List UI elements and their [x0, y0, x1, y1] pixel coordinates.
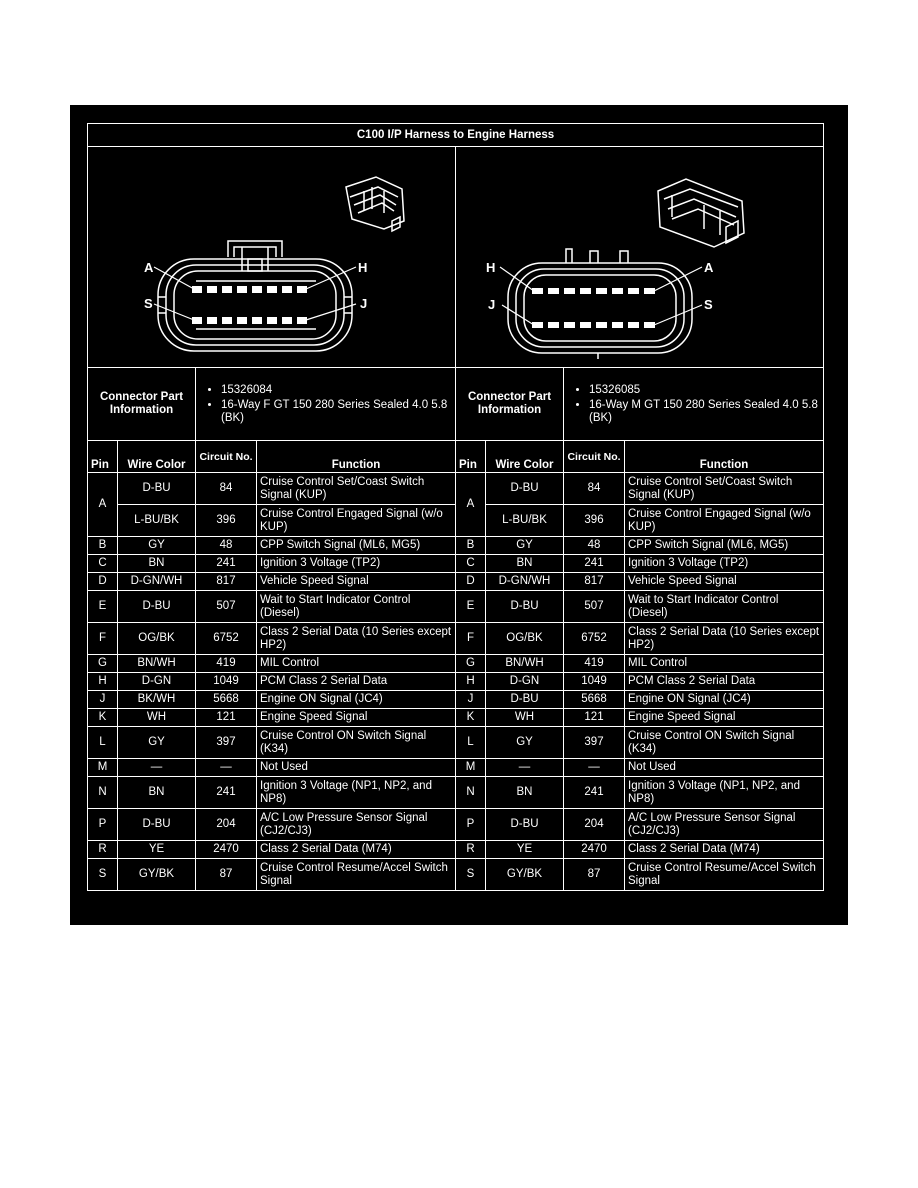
wire-color-cell: OG/BK	[118, 623, 196, 655]
circuit-no-cell: 817	[564, 573, 625, 591]
circuit-no-cell: 6752	[564, 623, 625, 655]
wire-color-cell: YE	[118, 841, 196, 859]
pin-cell: J	[456, 691, 486, 709]
circuit-no-cell: 6752	[196, 623, 257, 655]
wire-color-cell: D-BU	[118, 809, 196, 841]
wire-color-cell: WH	[118, 709, 196, 727]
circuit-no-cell: 507	[196, 591, 257, 623]
wire-color-cell: D-BU	[486, 591, 564, 623]
wire-color-cell: BN	[118, 777, 196, 809]
wire-color-cell: D-GN/WH	[118, 573, 196, 591]
wire-color-cell: BN	[118, 555, 196, 573]
circuit-no-cell: —	[196, 759, 257, 777]
table-row	[88, 809, 824, 841]
function-cell: Not Used	[257, 759, 456, 777]
wire-color-cell: L-BU/BK	[118, 505, 196, 537]
circuit-no-cell: 396	[564, 505, 625, 537]
circuit-no-cell: 1049	[564, 673, 625, 691]
pin-cell: H	[456, 673, 486, 691]
circuit-no-cell: 241	[196, 777, 257, 809]
pin-cell: S	[88, 859, 118, 891]
wire-color-cell: D-BU	[486, 473, 564, 505]
pin-cell: C	[88, 555, 118, 573]
function-cell: PCM Class 2 Serial Data	[625, 673, 824, 691]
male-connector-face-icon	[456, 147, 823, 363]
wire-color-cell: GY/BK	[118, 859, 196, 891]
table-row	[88, 673, 824, 691]
wire-color-cell: BN/WH	[486, 655, 564, 673]
circuit-no-cell: 204	[196, 809, 257, 841]
function-cell: Engine ON Signal (JC4)	[625, 691, 824, 709]
pin-label-s: S	[144, 296, 153, 311]
function-cell: CPP Switch Signal (ML6, MG5)	[625, 537, 824, 555]
circuit-no-cell: 84	[196, 473, 257, 505]
female-connector-face-icon	[88, 147, 455, 363]
circuit-no-cell: 48	[564, 537, 625, 555]
header-pin: Pin	[88, 441, 118, 473]
connector-table	[87, 123, 824, 891]
function-cell: A/C Low Pressure Sensor Signal (CJ2/CJ3)	[257, 809, 456, 841]
pin-cell: J	[88, 691, 118, 709]
function-cell: A/C Low Pressure Sensor Signal (CJ2/CJ3)	[625, 809, 824, 841]
wire-color-cell: D-GN/WH	[486, 573, 564, 591]
wire-color-cell: L-BU/BK	[486, 505, 564, 537]
pin-cell: D	[456, 573, 486, 591]
circuit-no-cell: 5668	[196, 691, 257, 709]
table-row	[88, 573, 824, 591]
function-cell: Cruise Control Set/Coast Switch Signal (KUP)	[625, 473, 824, 505]
function-cell: PCM Class 2 Serial Data	[257, 673, 456, 691]
function-cell: Class 2 Serial Data (M74)	[257, 841, 456, 859]
pin-cell: M	[88, 759, 118, 777]
table-row	[88, 591, 824, 623]
pin-label-a: A	[144, 260, 154, 275]
pin-label-j: J	[488, 297, 496, 312]
part-description: • 16-Way M GT 150 280 Series Sealed 4.0 5.8 (BK)	[589, 399, 820, 425]
header-circuit-no: Circuit No.	[196, 441, 257, 473]
connector-table-frame	[87, 123, 823, 891]
function-cell: Class 2 Serial Data (10 Series except HP2)	[257, 623, 456, 655]
wire-color-cell: —	[118, 759, 196, 777]
function-cell: Wait to Start Indicator Control (Diesel)	[625, 591, 824, 623]
pin-cell: R	[456, 841, 486, 859]
function-cell: Cruise Control Set/Coast Switch Signal (KUP)	[257, 473, 456, 505]
function-cell: Vehicle Speed Signal	[625, 573, 824, 591]
function-cell: Cruise Control ON Switch Signal (K34)	[625, 727, 824, 759]
function-cell: Ignition 3 Voltage (NP1, NP2, and NP8)	[257, 777, 456, 809]
circuit-no-cell: 48	[196, 537, 257, 555]
circuit-no-cell: 241	[196, 555, 257, 573]
pin-cell: A	[88, 473, 118, 537]
part-number: • 15326084	[221, 384, 452, 397]
pin-rows	[88, 473, 824, 891]
function-cell: Class 2 Serial Data (M74)	[625, 841, 824, 859]
circuit-no-cell: 121	[564, 709, 625, 727]
pin-label-s: S	[704, 297, 713, 312]
pin-cell: D	[88, 573, 118, 591]
function-cell: Not Used	[625, 759, 824, 777]
table-row	[88, 859, 824, 891]
circuit-no-cell: 5668	[564, 691, 625, 709]
header-function: Function	[257, 441, 456, 473]
circuit-no-cell: 419	[196, 655, 257, 673]
pin-cell: G	[456, 655, 486, 673]
function-cell: Ignition 3 Voltage (TP2)	[625, 555, 824, 573]
circuit-no-cell: 507	[564, 591, 625, 623]
pin-cell: B	[456, 537, 486, 555]
table-row	[88, 777, 824, 809]
male-connector-drawing	[456, 147, 824, 368]
wire-color-cell: GY/BK	[486, 859, 564, 891]
circuit-no-cell: 2470	[564, 841, 625, 859]
function-cell: MIL Control	[625, 655, 824, 673]
pin-label-h: H	[486, 260, 496, 275]
circuit-no-cell: 2470	[196, 841, 257, 859]
function-cell: Engine Speed Signal	[257, 709, 456, 727]
header-wire-color: Wire Color	[118, 441, 196, 473]
circuit-no-cell: —	[564, 759, 625, 777]
pin-cell: E	[88, 591, 118, 623]
table-row	[88, 537, 824, 555]
connector-part-info	[196, 368, 456, 441]
wire-color-cell: D-BU	[486, 691, 564, 709]
pin-label-h: H	[358, 260, 368, 275]
function-cell: Cruise Control Resume/Accel Switch Signal	[257, 859, 456, 891]
circuit-no-cell: 241	[564, 777, 625, 809]
circuit-no-cell: 121	[196, 709, 257, 727]
page-title: C100 I/P Harness to Engine Harness	[88, 124, 824, 147]
pin-cell: C	[456, 555, 486, 573]
pin-cell: L	[456, 727, 486, 759]
wire-color-cell: —	[486, 759, 564, 777]
pin-label-a: A	[704, 260, 714, 275]
pin-cell: G	[88, 655, 118, 673]
function-cell: Cruise Control Resume/Accel Switch Signal	[625, 859, 824, 891]
wire-color-cell: YE	[486, 841, 564, 859]
table-row	[88, 655, 824, 673]
circuit-no-cell: 1049	[196, 673, 257, 691]
part-number: • 15326085	[589, 384, 820, 397]
header-wire-color: Wire Color	[486, 441, 564, 473]
function-cell: CPP Switch Signal (ML6, MG5)	[257, 537, 456, 555]
function-cell: Ignition 3 Voltage (TP2)	[257, 555, 456, 573]
pin-cell: F	[456, 623, 486, 655]
pin-cell: P	[456, 809, 486, 841]
table-row	[88, 623, 824, 655]
circuit-no-cell: 87	[196, 859, 257, 891]
pin-cell: K	[456, 709, 486, 727]
pin-cell: A	[456, 473, 486, 537]
pin-label-j: J	[360, 296, 368, 311]
circuit-no-cell: 397	[564, 727, 625, 759]
pin-cell: P	[88, 809, 118, 841]
pin-cell: R	[88, 841, 118, 859]
part-description: • 16-Way F GT 150 280 Series Sealed 4.0 5.8 (BK)	[221, 399, 452, 425]
function-cell: Engine Speed Signal	[625, 709, 824, 727]
circuit-no-cell: 87	[564, 859, 625, 891]
wire-color-cell: OG/BK	[486, 623, 564, 655]
connector-part-info	[564, 368, 824, 441]
header-pin: Pin	[456, 441, 486, 473]
wire-color-cell: GY	[118, 727, 196, 759]
wire-color-cell: D-BU	[118, 591, 196, 623]
circuit-no-cell: 241	[564, 555, 625, 573]
wire-color-cell: GY	[118, 537, 196, 555]
table-row	[88, 759, 824, 777]
wire-color-cell: BN	[486, 777, 564, 809]
wire-color-cell: WH	[486, 709, 564, 727]
pin-cell: F	[88, 623, 118, 655]
wire-color-cell: GY	[486, 727, 564, 759]
pin-cell: B	[88, 537, 118, 555]
pin-cell: M	[456, 759, 486, 777]
wire-color-cell: BN/WH	[118, 655, 196, 673]
wire-color-cell: BN	[486, 555, 564, 573]
function-cell: Cruise Control ON Switch Signal (K34)	[257, 727, 456, 759]
pin-cell: E	[456, 591, 486, 623]
wire-color-cell: D-GN	[486, 673, 564, 691]
circuit-no-cell: 817	[196, 573, 257, 591]
pin-cell: K	[88, 709, 118, 727]
table-row	[88, 709, 824, 727]
wire-color-cell: GY	[486, 537, 564, 555]
function-cell: Cruise Control Engaged Signal (w/o KUP)	[625, 505, 824, 537]
pin-cell: S	[456, 859, 486, 891]
header-function: Function	[625, 441, 824, 473]
function-cell: Ignition 3 Voltage (NP1, NP2, and NP8)	[625, 777, 824, 809]
pin-cell: N	[88, 777, 118, 809]
pin-cell: N	[456, 777, 486, 809]
circuit-no-cell: 84	[564, 473, 625, 505]
circuit-no-cell: 396	[196, 505, 257, 537]
function-cell: Wait to Start Indicator Control (Diesel)	[257, 591, 456, 623]
circuit-no-cell: 204	[564, 809, 625, 841]
function-cell: Vehicle Speed Signal	[257, 573, 456, 591]
function-cell: MIL Control	[257, 655, 456, 673]
female-connector-drawing	[88, 147, 456, 368]
table-row	[88, 555, 824, 573]
table-row	[88, 691, 824, 709]
wire-color-cell: D-BU	[486, 809, 564, 841]
header-circuit-no: Circuit No.	[564, 441, 625, 473]
pin-cell: L	[88, 727, 118, 759]
wire-color-cell: BK/WH	[118, 691, 196, 709]
function-cell: Engine ON Signal (JC4)	[257, 691, 456, 709]
function-cell: Cruise Control Engaged Signal (w/o KUP)	[257, 505, 456, 537]
circuit-no-cell: 397	[196, 727, 257, 759]
connector-part-info-label: Connector Part Information	[88, 368, 196, 441]
wire-color-cell: D-GN	[118, 673, 196, 691]
wire-color-cell: D-BU	[118, 473, 196, 505]
pin-cell: H	[88, 673, 118, 691]
table-row	[88, 841, 824, 859]
table-row	[88, 473, 824, 505]
table-row	[88, 727, 824, 759]
function-cell: Class 2 Serial Data (10 Series except HP2)	[625, 623, 824, 655]
circuit-no-cell: 419	[564, 655, 625, 673]
column-header-row	[88, 441, 824, 473]
connector-part-info-label: Connector Part Information	[456, 368, 564, 441]
